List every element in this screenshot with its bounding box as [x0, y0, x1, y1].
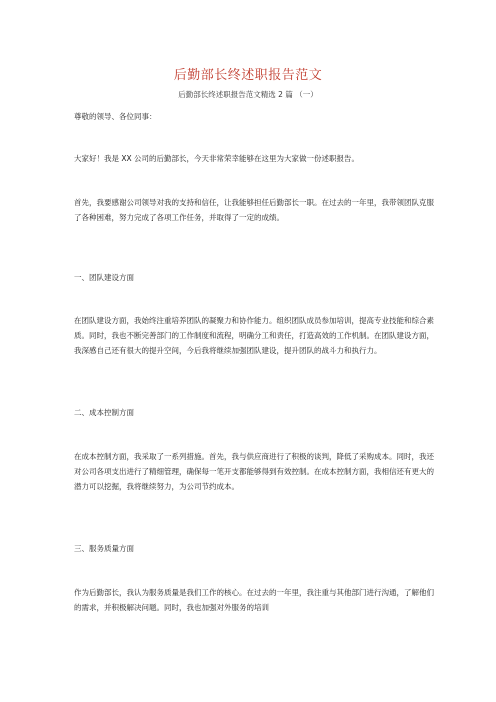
section-body-service: 作为后勤部长，我认为服务质量是我们工作的核心。在过去的一年里，我注重与其他部门进行沟通，了解他们的需求，并积极解决问题。同时，我也加强对外服务的培训	[74, 588, 434, 612]
salutation: 尊敬的领导、各位同事：	[74, 112, 157, 121]
document-title: 后勤部长终述职报告范文	[173, 68, 323, 83]
section-heading-cost: 二、成本控制方面	[74, 408, 134, 417]
section-body-team: 在团队建设方面，我始终注重培养团队的凝聚力和协作能力。组织团队成员参加培训，提高专业技能和综合素质。同时，我也不断完善部门的工作制度和流程，明确分工和责任，打造高效的工作机制。在团队建设方面，我深感自己还有很大的提升空间，今后我将继续加强团队建设，提升团队的战斗力和执行力。	[74, 316, 434, 355]
section-heading-service: 三、服务质量方面	[74, 544, 134, 553]
section-body-cost: 在成本控制方面，我采取了一系列措施。首先，我与供应商进行了积极的谈判，降低了采购成本。同时，我还对公司各项支出进行了精细管理，确保每一笔开支都能够得到有效控制。在成本控制方面，我相信还有更大的潜力可以挖掘，我将继续努力，为公司节约成本。	[74, 452, 434, 491]
document-subtitle: 后勤部长终述职报告范文精选 2 篇 （一）	[178, 90, 318, 99]
section-heading-team: 一、团队建设方面	[74, 273, 134, 282]
intro-paragraph: 大家好！我是 XX 公司的后勤部长，今天非常荣幸能够在这里为大家做一份述职报告。	[74, 154, 360, 163]
thanks-paragraph: 首先，我要感谢公司领导对我的支持和信任，让我能够担任后勤部长一职。在过去的一年里，我带领团队克服了各种困难，努力完成了各项工作任务，并取得了一定的成绩。	[74, 198, 434, 222]
